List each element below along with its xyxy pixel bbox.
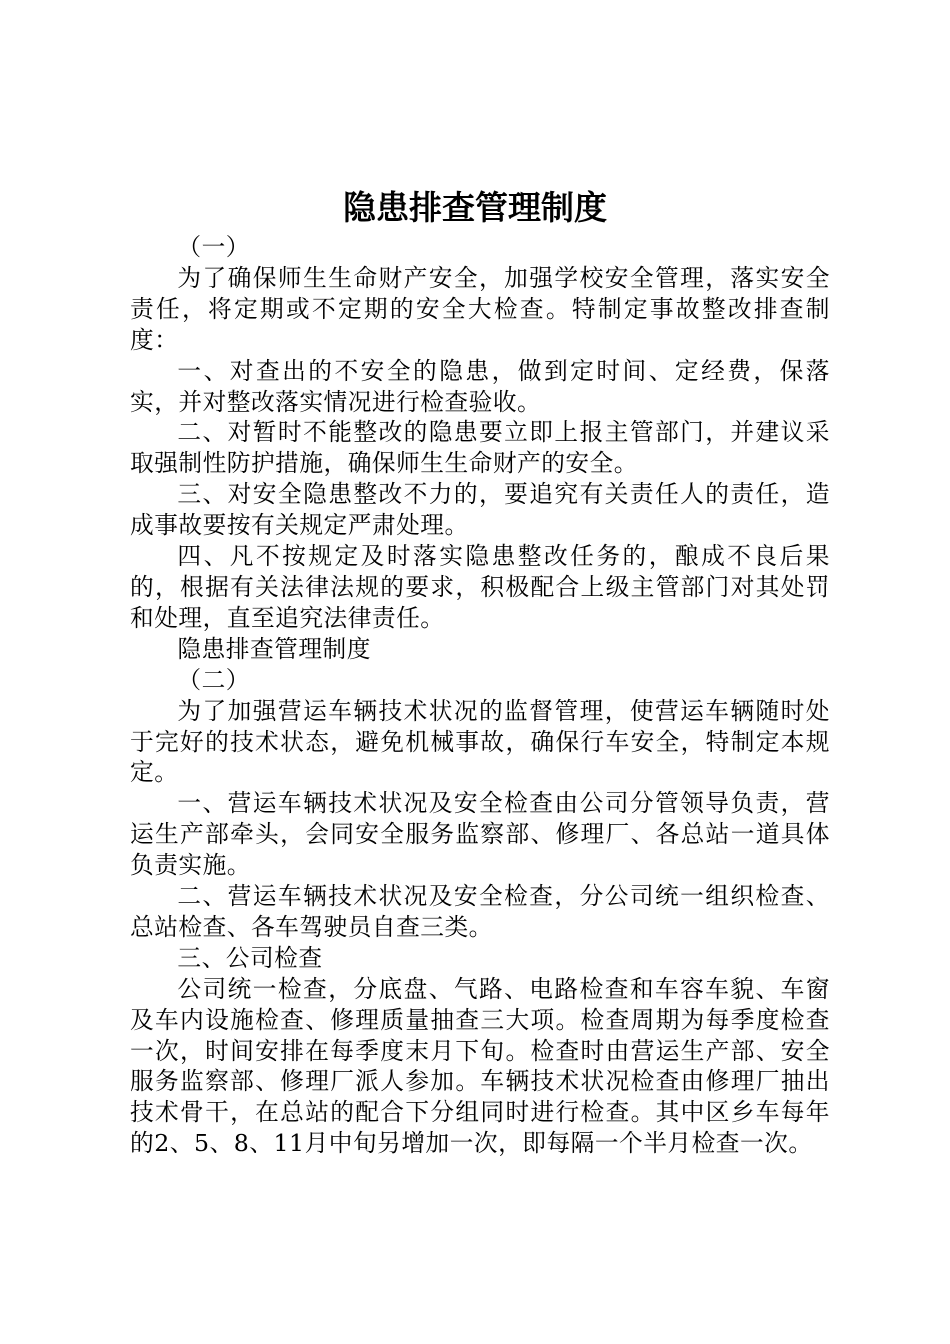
paragraph-rule-1: 一、对查出的不安全的隐患，做到定时间、定经费，保落实，并对整改落实情况进行检查验收。	[130, 356, 830, 416]
paragraph-vehicle-rule-1: 一、营运车辆技术状况及安全检查由公司分管领导负责，营运生产部牵头，会同安全服务监察部、修理厂、各总站一道具体负责实施。	[130, 789, 830, 880]
document-body	[130, 232, 830, 1159]
paragraph-intro-two: 为了加强营运车辆技术状况的监督管理，使营运车辆随时处于完好的技术状态，避免机械事故，确保行车安全，特制定本规定。	[130, 696, 830, 787]
paragraph-vehicle-rule-2: 二、营运车辆技术状况及安全检查，分公司统一组织检查、总站检查、各车驾驶员自查三类。	[130, 882, 830, 941]
paragraph-vehicle-rule-3-heading: 三、公司检查	[177, 943, 323, 972]
paragraph-rule-2: 二、对暂时不能整改的隐患要立即上报主管部门，并建议采取强制性防护措施，确保师生生命财产的安全。	[130, 418, 830, 478]
paragraph-section-two-marker: （二）	[177, 665, 250, 694]
document-title: 隐患排查管理制度	[343, 188, 607, 227]
paragraph-intro-one: 为了确保师生生命财产安全，加强学校安全管理，落实安全责任，将定期或不定期的安全大检查。特制定事故整改排查制度：	[130, 263, 830, 354]
paragraph-rule-3: 三、对安全隐患整改不力的，要追究有关责任人的责任，造成事故要按有关规定严肃处理。	[130, 480, 830, 540]
paragraph-rule-4: 四、凡不按规定及时落实隐患整改任务的，酿成不良后果的，根据有关法律法规的要求，积极配合上级主管部门对其处罚和处理，直至追究法律责任。	[130, 542, 830, 632]
paragraph-subtitle: 隐患排查管理制度	[177, 634, 371, 663]
paragraph-company-inspection: 公司统一检查，分底盘、气路、电路检查和车容车貌、车窗及车内设施检查、修理质量抽查三大项。检查周期为每季度检查一次，时间安排在每季度末月下旬。检查时由营运生产部、安全服务监察部、修理厂派人参加。车辆技术状况检查由修理厂抽出技术骨干，在总站的配合下分组同时进行检查。其中区乡车每年的2、5、8、11月中旬另增加一次，即每隔一个半月检查一次。	[130, 974, 830, 1158]
paragraph-section-one-marker: （一）	[177, 233, 250, 261]
